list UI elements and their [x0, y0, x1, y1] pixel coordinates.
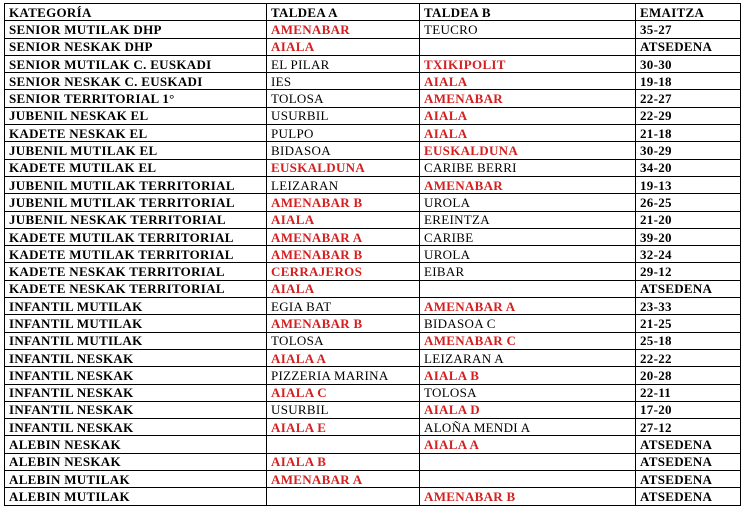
- table-row: [5, 38, 741, 55]
- result-cell: 21-25: [636, 315, 741, 332]
- team-a-cell: AMENABAR A: [267, 471, 420, 488]
- result-cell: 19-18: [636, 73, 741, 90]
- result-cell: 21-18: [636, 125, 741, 142]
- team-a-cell: PIZZERIA MARINA: [267, 367, 420, 384]
- category-cell: SENIOR MUTILAK C. EUSKADI: [5, 55, 267, 72]
- result-cell: 22-29: [636, 107, 741, 124]
- results-table: [4, 3, 741, 506]
- result-cell: 20-28: [636, 367, 741, 384]
- result-cell: 23-33: [636, 298, 741, 315]
- team-b-cell: ALOÑA MENDI A: [420, 419, 636, 436]
- team-b-cell: [420, 453, 636, 470]
- result-cell: 35-27: [636, 21, 741, 38]
- results-body: [5, 21, 741, 505]
- result-cell: 27-12: [636, 419, 741, 436]
- category-cell: SENIOR MUTILAK DHP: [5, 21, 267, 38]
- table-row: [5, 488, 741, 505]
- category-cell: INFANTIL NESKAK: [5, 384, 267, 401]
- team-b-cell: EREINTZA: [420, 211, 636, 228]
- team-b-cell: AMENABAR A: [420, 298, 636, 315]
- category-cell: KADETE MUTILAK TERRITORIAL: [5, 228, 267, 245]
- category-cell: JUBENIL MUTILAK TERRITORIAL: [5, 176, 267, 193]
- team-a-cell: AMENABAR B: [267, 315, 420, 332]
- result-cell: 22-27: [636, 90, 741, 107]
- category-cell: INFANTIL NESKAK: [5, 367, 267, 384]
- table-row: [5, 280, 741, 297]
- table-row: [5, 228, 741, 245]
- result-cell: 21-20: [636, 211, 741, 228]
- team-b-cell: [420, 280, 636, 297]
- result-cell: ATSEDENA: [636, 38, 741, 55]
- category-cell: SENIOR TERRITORIAL 1°: [5, 90, 267, 107]
- team-b-cell: CARIBE BERRI: [420, 159, 636, 176]
- team-b-cell: [420, 38, 636, 55]
- table-row: [5, 211, 741, 228]
- team-b-cell: AIALA: [420, 73, 636, 90]
- team-b-cell: BIDASOA C: [420, 315, 636, 332]
- result-cell: ATSEDENA: [636, 453, 741, 470]
- category-cell: ALEBIN MUTILAK: [5, 471, 267, 488]
- team-a-cell: AMENABAR: [267, 21, 420, 38]
- team-b-cell: AIALA A: [420, 436, 636, 453]
- result-cell: 19-13: [636, 176, 741, 193]
- category-cell: SENIOR NESKAK DHP: [5, 38, 267, 55]
- team-b-cell: EIBAR: [420, 263, 636, 280]
- category-cell: KADETE MUTILAK TERRITORIAL: [5, 246, 267, 263]
- category-cell: ALEBIN NESKAK: [5, 453, 267, 470]
- result-cell: 39-20: [636, 228, 741, 245]
- team-a-cell: TOLOSA: [267, 90, 420, 107]
- team-b-cell: EUSKALDUNA: [420, 142, 636, 159]
- team-b-cell: AMENABAR C: [420, 332, 636, 349]
- team-a-cell: LEIZARAN: [267, 176, 420, 193]
- category-cell: JUBENIL MUTILAK EL: [5, 142, 267, 159]
- team-b-cell: AIALA D: [420, 401, 636, 418]
- result-cell: 29-12: [636, 263, 741, 280]
- category-cell: KADETE NESKAK TERRITORIAL: [5, 263, 267, 280]
- result-cell: 26-25: [636, 194, 741, 211]
- category-cell: INFANTIL NESKAK: [5, 401, 267, 418]
- header-taldea-b: TALDEA B: [420, 4, 636, 21]
- table-row: [5, 471, 741, 488]
- table-row: [5, 384, 741, 401]
- team-a-cell: AIALA B: [267, 453, 420, 470]
- team-a-cell: AIALA: [267, 38, 420, 55]
- result-cell: 30-29: [636, 142, 741, 159]
- table-row: [5, 90, 741, 107]
- category-cell: INFANTIL MUTILAK: [5, 315, 267, 332]
- category-cell: INFANTIL NESKAK: [5, 349, 267, 366]
- category-cell: INFANTIL NESKAK: [5, 419, 267, 436]
- team-a-cell: EGIA BAT: [267, 298, 420, 315]
- table-row: [5, 194, 741, 211]
- table-row: [5, 419, 741, 436]
- header-kategoria: KATEGORÍA: [5, 4, 267, 21]
- result-cell: 22-11: [636, 384, 741, 401]
- team-a-cell: USURBIL: [267, 107, 420, 124]
- team-a-cell: EUSKALDUNA: [267, 159, 420, 176]
- category-cell: ALEBIN NESKAK: [5, 436, 267, 453]
- category-cell: SENIOR NESKAK C. EUSKADI: [5, 73, 267, 90]
- team-a-cell: IES: [267, 73, 420, 90]
- category-cell: INFANTIL MUTILAK: [5, 332, 267, 349]
- team-a-cell: AIALA C: [267, 384, 420, 401]
- result-cell: 30-30: [636, 55, 741, 72]
- table-row: [5, 315, 741, 332]
- table-row: [5, 401, 741, 418]
- team-a-cell: AIALA A: [267, 349, 420, 366]
- table-row: [5, 142, 741, 159]
- team-a-cell: CERRAJEROS: [267, 263, 420, 280]
- team-a-cell: AMENABAR B: [267, 246, 420, 263]
- result-cell: 32-24: [636, 246, 741, 263]
- team-a-cell: [267, 488, 420, 505]
- team-b-cell: CARIBE: [420, 228, 636, 245]
- team-a-cell: PULPO: [267, 125, 420, 142]
- result-cell: 17-20: [636, 401, 741, 418]
- category-cell: ALEBIN MUTILAK: [5, 488, 267, 505]
- result-cell: 22-22: [636, 349, 741, 366]
- team-b-cell: LEIZARAN A: [420, 349, 636, 366]
- team-a-cell: AIALA: [267, 280, 420, 297]
- result-cell: ATSEDENA: [636, 280, 741, 297]
- team-b-cell: AMENABAR: [420, 176, 636, 193]
- result-cell: ATSEDENA: [636, 488, 741, 505]
- header-row: [5, 4, 741, 21]
- header-taldea-a: TALDEA A: [267, 4, 420, 21]
- table-row: [5, 298, 741, 315]
- team-a-cell: EL PILAR: [267, 55, 420, 72]
- result-cell: ATSEDENA: [636, 436, 741, 453]
- team-a-cell: AIALA E: [267, 419, 420, 436]
- category-cell: JUBENIL NESKAK EL: [5, 107, 267, 124]
- table-row: [5, 367, 741, 384]
- team-b-cell: AMENABAR B: [420, 488, 636, 505]
- team-b-cell: UROLA: [420, 194, 636, 211]
- table-row: [5, 73, 741, 90]
- table-row: [5, 263, 741, 280]
- team-a-cell: TOLOSA: [267, 332, 420, 349]
- table-row: [5, 125, 741, 142]
- table-row: [5, 436, 741, 453]
- table-row: [5, 159, 741, 176]
- team-b-cell: TXIKIPOLIT: [420, 55, 636, 72]
- team-a-cell: AMENABAR B: [267, 194, 420, 211]
- team-a-cell: AMENABAR A: [267, 228, 420, 245]
- table-row: [5, 349, 741, 366]
- category-cell: JUBENIL NESKAK TERRITORIAL: [5, 211, 267, 228]
- result-cell: 34-20: [636, 159, 741, 176]
- category-cell: KADETE NESKAK EL: [5, 125, 267, 142]
- table-row: [5, 55, 741, 72]
- team-b-cell: TOLOSA: [420, 384, 636, 401]
- category-cell: JUBENIL MUTILAK TERRITORIAL: [5, 194, 267, 211]
- category-cell: INFANTIL MUTILAK: [5, 298, 267, 315]
- result-cell: 25-18: [636, 332, 741, 349]
- team-b-cell: UROLA: [420, 246, 636, 263]
- team-a-cell: AIALA: [267, 211, 420, 228]
- table-row: [5, 107, 741, 124]
- result-cell: ATSEDENA: [636, 471, 741, 488]
- team-a-cell: USURBIL: [267, 401, 420, 418]
- team-a-cell: BIDASOA: [267, 142, 420, 159]
- category-cell: KADETE MUTILAK EL: [5, 159, 267, 176]
- team-b-cell: AIALA: [420, 125, 636, 142]
- team-a-cell: [267, 436, 420, 453]
- header-emaitza: EMAITZA: [636, 4, 741, 21]
- table-row: [5, 332, 741, 349]
- team-b-cell: TEUCRO: [420, 21, 636, 38]
- team-b-cell: AIALA: [420, 107, 636, 124]
- team-b-cell: AIALA B: [420, 367, 636, 384]
- table-row: [5, 453, 741, 470]
- team-b-cell: AMENABAR: [420, 90, 636, 107]
- category-cell: KADETE NESKAK TERRITORIAL: [5, 280, 267, 297]
- table-row: [5, 21, 741, 38]
- table-row: [5, 176, 741, 193]
- table-row: [5, 246, 741, 263]
- team-b-cell: [420, 471, 636, 488]
